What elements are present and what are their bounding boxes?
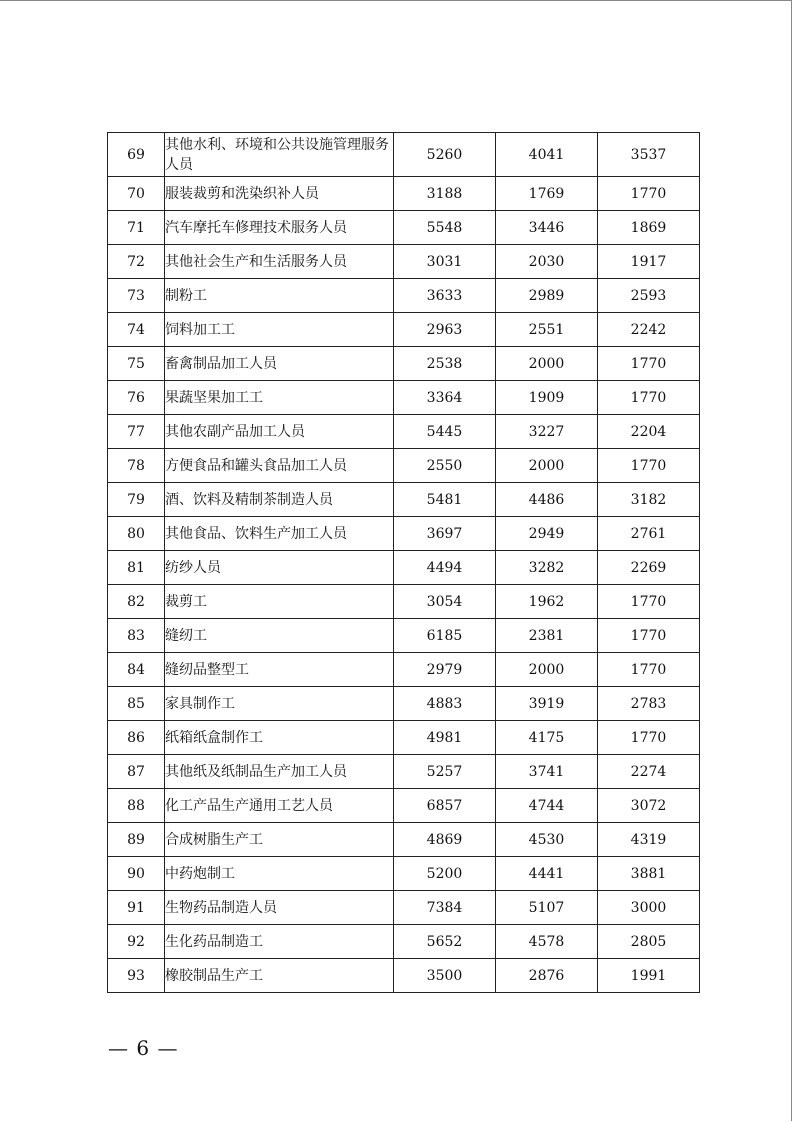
row-number: 77 bbox=[108, 415, 165, 449]
row-number: 93 bbox=[108, 959, 165, 993]
table-row bbox=[108, 619, 700, 653]
table-row bbox=[108, 381, 700, 415]
row-number: 87 bbox=[108, 755, 165, 789]
value-mid: 2030 bbox=[496, 245, 598, 279]
value-low: 2805 bbox=[598, 925, 700, 959]
row-number: 71 bbox=[108, 211, 165, 245]
table-row bbox=[108, 347, 700, 381]
occupation-name: 方便食品和罐头食品加工人员 bbox=[165, 449, 394, 483]
wage-table bbox=[107, 132, 700, 993]
value-low: 1869 bbox=[598, 211, 700, 245]
table-row bbox=[108, 211, 700, 245]
value-high: 2963 bbox=[394, 313, 496, 347]
value-low: 1770 bbox=[598, 177, 700, 211]
value-low: 2593 bbox=[598, 279, 700, 313]
value-high: 3054 bbox=[394, 585, 496, 619]
value-mid: 4441 bbox=[496, 857, 598, 891]
row-number: 78 bbox=[108, 449, 165, 483]
value-high: 4981 bbox=[394, 721, 496, 755]
row-number: 92 bbox=[108, 925, 165, 959]
value-high: 2979 bbox=[394, 653, 496, 687]
value-low: 1770 bbox=[598, 721, 700, 755]
value-mid: 1962 bbox=[496, 585, 598, 619]
row-number: 69 bbox=[108, 133, 165, 177]
row-number: 85 bbox=[108, 687, 165, 721]
occupation-name: 畜禽制品加工人员 bbox=[165, 347, 394, 381]
row-number: 74 bbox=[108, 313, 165, 347]
value-high: 7384 bbox=[394, 891, 496, 925]
value-low: 1770 bbox=[598, 347, 700, 381]
row-number: 83 bbox=[108, 619, 165, 653]
occupation-name: 缝纫品整型工 bbox=[165, 653, 394, 687]
value-low: 1770 bbox=[598, 381, 700, 415]
row-number: 86 bbox=[108, 721, 165, 755]
row-number: 90 bbox=[108, 857, 165, 891]
table-row bbox=[108, 857, 700, 891]
value-low: 3182 bbox=[598, 483, 700, 517]
page-number: — 6 — bbox=[108, 1036, 179, 1060]
table-row bbox=[108, 585, 700, 619]
table-row bbox=[108, 483, 700, 517]
table-row bbox=[108, 823, 700, 857]
table-row bbox=[108, 177, 700, 211]
table-row bbox=[108, 789, 700, 823]
value-high: 2538 bbox=[394, 347, 496, 381]
row-number: 82 bbox=[108, 585, 165, 619]
value-high: 6857 bbox=[394, 789, 496, 823]
row-number: 73 bbox=[108, 279, 165, 313]
value-mid: 2381 bbox=[496, 619, 598, 653]
value-high: 5481 bbox=[394, 483, 496, 517]
value-mid: 2949 bbox=[496, 517, 598, 551]
value-high: 3500 bbox=[394, 959, 496, 993]
table-row bbox=[108, 279, 700, 313]
value-mid: 2551 bbox=[496, 313, 598, 347]
occupation-name: 其他社会生产和生活服务人员 bbox=[165, 245, 394, 279]
value-mid: 4041 bbox=[496, 133, 598, 177]
occupation-name: 纸箱纸盒制作工 bbox=[165, 721, 394, 755]
value-mid: 3282 bbox=[496, 551, 598, 585]
value-low: 1991 bbox=[598, 959, 700, 993]
row-number: 84 bbox=[108, 653, 165, 687]
table-body bbox=[108, 133, 700, 993]
value-high: 4869 bbox=[394, 823, 496, 857]
occupation-name: 纺纱人员 bbox=[165, 551, 394, 585]
value-high: 3188 bbox=[394, 177, 496, 211]
occupation-name: 其他水利、环境和公共设施管理服务人员 bbox=[165, 133, 394, 177]
table-row bbox=[108, 449, 700, 483]
table-row bbox=[108, 313, 700, 347]
row-number: 75 bbox=[108, 347, 165, 381]
value-mid: 3446 bbox=[496, 211, 598, 245]
value-high: 5200 bbox=[394, 857, 496, 891]
value-mid: 2000 bbox=[496, 653, 598, 687]
value-low: 1770 bbox=[598, 585, 700, 619]
occupation-name: 其他纸及纸制品生产加工人员 bbox=[165, 755, 394, 789]
value-high: 3633 bbox=[394, 279, 496, 313]
table-row bbox=[108, 891, 700, 925]
value-low: 1770 bbox=[598, 653, 700, 687]
occupation-name: 合成树脂生产工 bbox=[165, 823, 394, 857]
occupation-name: 生化药品制造工 bbox=[165, 925, 394, 959]
occupation-name: 家具制作工 bbox=[165, 687, 394, 721]
occupation-name: 果蔬坚果加工工 bbox=[165, 381, 394, 415]
table-row bbox=[108, 755, 700, 789]
occupation-name: 服装裁剪和洗染织补人员 bbox=[165, 177, 394, 211]
value-high: 2550 bbox=[394, 449, 496, 483]
table-row bbox=[108, 551, 700, 585]
row-number: 88 bbox=[108, 789, 165, 823]
value-high: 4494 bbox=[394, 551, 496, 585]
occupation-name: 制粉工 bbox=[165, 279, 394, 313]
value-low: 1917 bbox=[598, 245, 700, 279]
row-number: 70 bbox=[108, 177, 165, 211]
value-mid: 4578 bbox=[496, 925, 598, 959]
table-row bbox=[108, 245, 700, 279]
table-row bbox=[108, 133, 700, 177]
value-low: 2761 bbox=[598, 517, 700, 551]
value-mid: 2000 bbox=[496, 449, 598, 483]
value-mid: 2989 bbox=[496, 279, 598, 313]
occupation-name: 橡胶制品生产工 bbox=[165, 959, 394, 993]
row-number: 80 bbox=[108, 517, 165, 551]
value-mid: 1909 bbox=[496, 381, 598, 415]
occupation-name: 汽车摩托车修理技术服务人员 bbox=[165, 211, 394, 245]
value-mid: 3919 bbox=[496, 687, 598, 721]
value-low: 4319 bbox=[598, 823, 700, 857]
occupation-name: 酒、饮料及精制茶制造人员 bbox=[165, 483, 394, 517]
value-low: 3072 bbox=[598, 789, 700, 823]
value-mid: 2000 bbox=[496, 347, 598, 381]
value-high: 6185 bbox=[394, 619, 496, 653]
value-low: 1770 bbox=[598, 449, 700, 483]
occupation-name: 中药炮制工 bbox=[165, 857, 394, 891]
value-low: 3881 bbox=[598, 857, 700, 891]
value-high: 3364 bbox=[394, 381, 496, 415]
table-row bbox=[108, 517, 700, 551]
value-high: 5260 bbox=[394, 133, 496, 177]
row-number: 91 bbox=[108, 891, 165, 925]
value-mid: 4175 bbox=[496, 721, 598, 755]
value-high: 5445 bbox=[394, 415, 496, 449]
row-number: 72 bbox=[108, 245, 165, 279]
table-row bbox=[108, 415, 700, 449]
occupation-name: 生物药品制造人员 bbox=[165, 891, 394, 925]
value-high: 5548 bbox=[394, 211, 496, 245]
value-low: 2204 bbox=[598, 415, 700, 449]
value-mid: 5107 bbox=[496, 891, 598, 925]
value-mid: 4744 bbox=[496, 789, 598, 823]
row-number: 79 bbox=[108, 483, 165, 517]
occupation-name: 其他食品、饮料生产加工人员 bbox=[165, 517, 394, 551]
row-number: 89 bbox=[108, 823, 165, 857]
value-low: 3000 bbox=[598, 891, 700, 925]
value-high: 5652 bbox=[394, 925, 496, 959]
occupation-name: 其他农副产品加工人员 bbox=[165, 415, 394, 449]
table-row bbox=[108, 721, 700, 755]
occupation-name: 饲料加工工 bbox=[165, 313, 394, 347]
value-low: 3537 bbox=[598, 133, 700, 177]
occupation-name: 化工产品生产通用工艺人员 bbox=[165, 789, 394, 823]
value-high: 5257 bbox=[394, 755, 496, 789]
occupation-name: 缝纫工 bbox=[165, 619, 394, 653]
row-number: 76 bbox=[108, 381, 165, 415]
value-low: 2269 bbox=[598, 551, 700, 585]
value-mid: 3741 bbox=[496, 755, 598, 789]
table-row bbox=[108, 925, 700, 959]
value-low: 2783 bbox=[598, 687, 700, 721]
value-mid: 2876 bbox=[496, 959, 598, 993]
row-number: 81 bbox=[108, 551, 165, 585]
value-low: 2242 bbox=[598, 313, 700, 347]
value-mid: 4530 bbox=[496, 823, 598, 857]
value-mid: 3227 bbox=[496, 415, 598, 449]
value-mid: 1769 bbox=[496, 177, 598, 211]
table-row bbox=[108, 687, 700, 721]
value-low: 1770 bbox=[598, 619, 700, 653]
table-row bbox=[108, 959, 700, 993]
value-high: 3031 bbox=[394, 245, 496, 279]
occupation-name: 裁剪工 bbox=[165, 585, 394, 619]
value-high: 4883 bbox=[394, 687, 496, 721]
value-low: 2274 bbox=[598, 755, 700, 789]
table-row bbox=[108, 653, 700, 687]
value-high: 3697 bbox=[394, 517, 496, 551]
value-mid: 4486 bbox=[496, 483, 598, 517]
